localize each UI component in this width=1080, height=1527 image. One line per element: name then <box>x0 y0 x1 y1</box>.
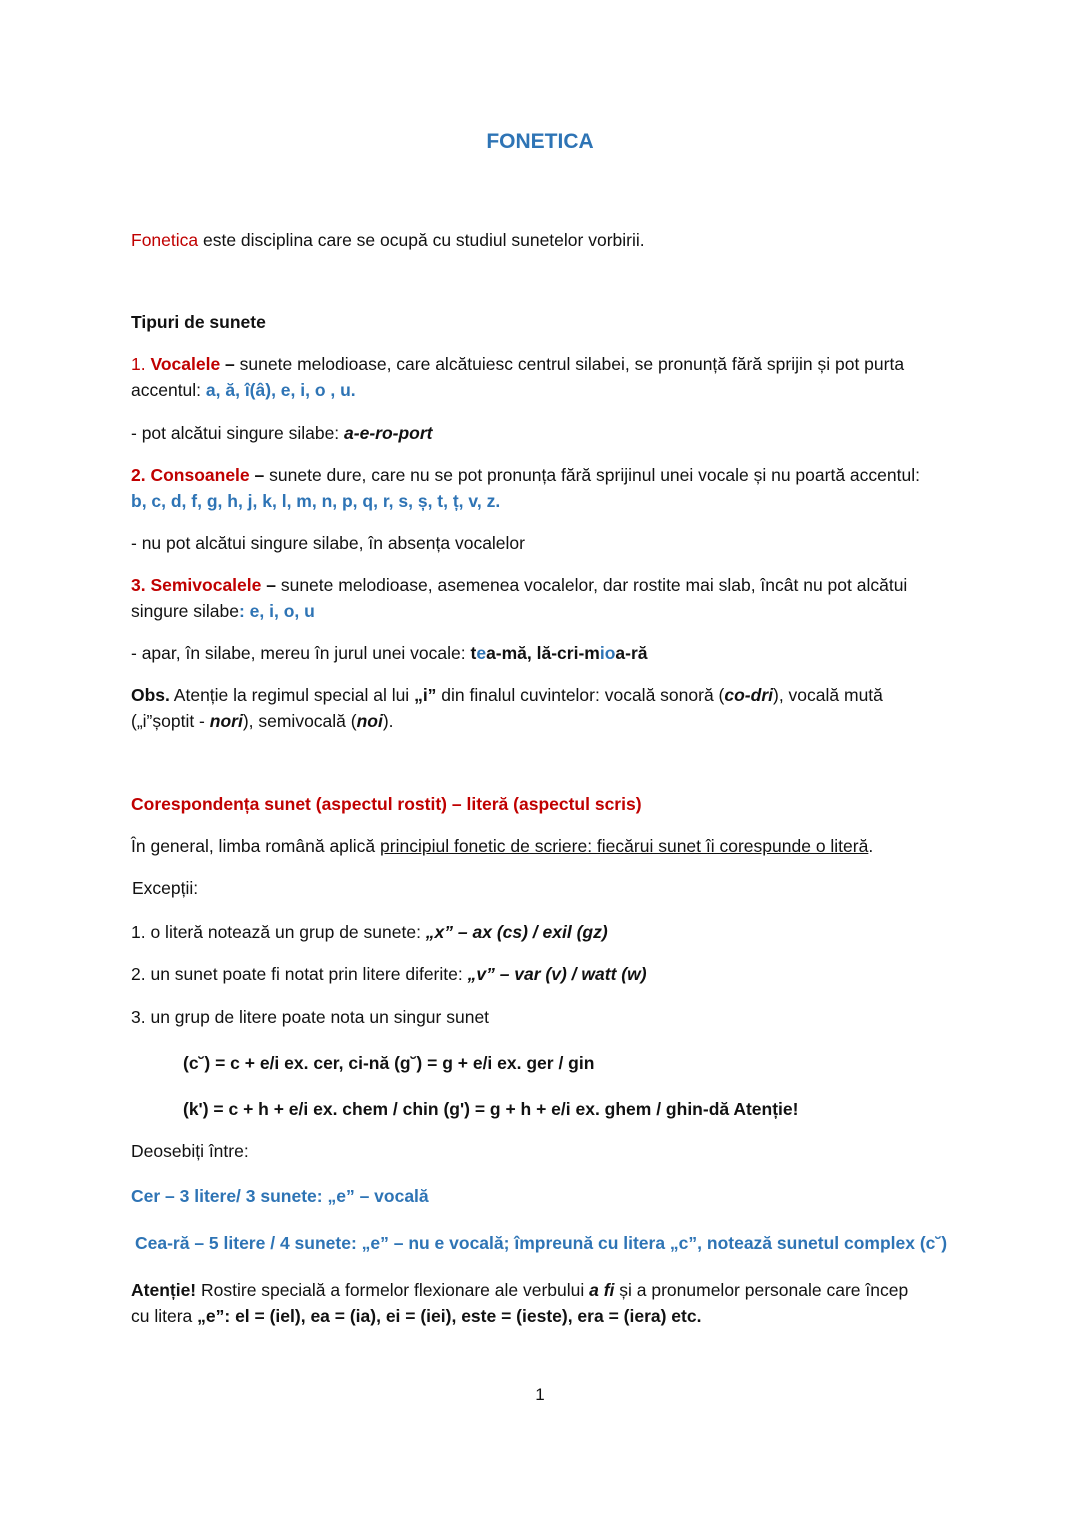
obs-text: ), semivocală ( <box>242 711 357 731</box>
cer-example: Cer – 3 litere/ 3 sunete: „e” – vocală <box>131 1186 429 1206</box>
intro-text: este disciplina care se ocupă cu studiul sunetelor vorbirii. <box>198 230 645 250</box>
vocale-def: sunete melodioase, care alcătuiesc centrul silabei, se pronunță fără sprijin și pot purta <box>234 354 905 374</box>
corresp-text: . <box>868 836 874 856</box>
atentie-text: Rostire specială a formelor flexionare ale verbului <box>196 1280 590 1300</box>
consoane-letters: b, c, d, f, g, h, j, k, l, m, n, p, q, r, s, ș, t, ț, v, z. <box>131 491 501 511</box>
vocale-dash: – <box>220 354 235 374</box>
vocale-note-text: - pot alcătui singure silabe: <box>131 423 345 443</box>
exceptie-text: 2. un sunet poate fi notat prin litere diferite: <box>131 964 468 984</box>
obs-i-quote: „i” <box>414 685 437 705</box>
exceptie-example: „v” – var (v) / watt (w) <box>467 964 647 984</box>
obs-line-1 <box>131 682 883 708</box>
semivocale-def: sunete melodioase, asemenea vocalelor, dar rostite mai slab, încât nu pot alcătui <box>275 575 908 595</box>
corresp-principle: principiul fonetic de scriere: fiecărui sunet îi corespunde o literă <box>380 836 869 856</box>
consoane-dash: – <box>249 465 265 485</box>
semivocale-text: singure silabe <box>131 601 239 621</box>
deosebiti-label: Deosebiți între: <box>131 1141 249 1161</box>
consoane-def: sunete dure, care nu se pot pronunța fără sprijinul unei vocale și nu poartă accentul: <box>264 465 920 485</box>
rule-1: (c˘) = c + e/i ex. cer, ci-nă (g˘) = g + e/i ex. ger / gin <box>183 1053 595 1073</box>
example-part: a-ră <box>615 643 648 663</box>
obs-text: („i”șoptit - <box>131 711 210 731</box>
obs-line-2 <box>131 708 394 734</box>
exceptie-example: „x” – ax (cs) / exil (gz) <box>425 922 608 942</box>
obs-label: Obs. <box>131 685 170 705</box>
semivocale-term: 3. Semivocalele <box>131 575 262 595</box>
semivocale-note-text: - apar, în silabe, mereu în jurul unei vocale: <box>131 643 471 663</box>
page-title: FONETICA <box>486 130 594 153</box>
vocale-accent-text: accentul: <box>131 380 206 400</box>
atentie-forms: „e”: el = (iel), ea = (ia), ei = (iei), este = (ieste), era = (iera) etc. <box>197 1306 702 1326</box>
vocale-term: Vocalele <box>150 354 221 374</box>
corresp-paragraph <box>131 833 873 859</box>
atentie-text: și a pronumelor personale care încep <box>614 1280 909 1300</box>
vocale-note-example: a-e-ro-port <box>344 423 433 443</box>
obs-text: ). <box>382 711 394 731</box>
consoane-note: - nu pot alcătui singure silabe, în absența vocalelor <box>131 533 525 553</box>
vocale-line-1 <box>131 351 904 377</box>
example-semivowel: io <box>599 643 616 663</box>
atentie-line-1 <box>131 1277 908 1303</box>
vocale-note <box>131 420 433 446</box>
exceptii-label: Excepții: <box>132 878 199 898</box>
intro-paragraph <box>131 227 645 253</box>
semivocale-dash: – <box>261 575 276 595</box>
obs-text: Atenție la regimul special al lui <box>169 685 415 705</box>
semivocale-line-1 <box>131 572 907 598</box>
corresp-text: În general, limba română aplică <box>131 836 381 856</box>
consoane-line-1 <box>131 462 920 488</box>
atentie-label: Atenție! <box>131 1280 197 1300</box>
consoane-term: 2. Consoanele <box>131 465 250 485</box>
obs-example: noi <box>356 711 383 731</box>
vocale-line-2 <box>131 377 356 403</box>
obs-text: din finalul cuvintelor: vocală sonoră ( <box>436 685 725 705</box>
ceara-example: Cea-ră – 5 litere / 4 sunete: „e” – nu e vocală; împreună cu litera „c”, notează sunetul complex (c˘) <box>135 1233 948 1253</box>
example-part: t <box>470 643 477 663</box>
atentie-text: cu litera <box>131 1306 198 1326</box>
vocale-num: 1. <box>131 354 151 374</box>
corresp-heading: Corespondența sunet (aspectul rostit) – literă (aspectul scris) <box>131 794 642 814</box>
atentie-line-2 <box>131 1303 701 1329</box>
rule-2: (k') = c + h + e/i ex. chem / chin (g') = g + h + e/i ex. ghem / ghin-dă Atenție! <box>183 1099 799 1119</box>
example-part: a-mă, lă-cri-m <box>486 643 600 663</box>
types-heading: Tipuri de sunete <box>131 312 266 332</box>
obs-example: co-dri <box>724 685 773 705</box>
vocale-letters: a, ă, î(â), e, i, o , u. <box>205 380 356 400</box>
example-semivowel: e <box>476 643 487 663</box>
atentie-verb: a fi <box>589 1280 615 1300</box>
intro-term: Fonetica <box>131 230 199 250</box>
obs-example: nori <box>209 711 243 731</box>
page-number: 1 <box>535 1385 545 1404</box>
exceptie-text: 1. o literă notează un grup de sunete: <box>131 922 426 942</box>
obs-text: ), vocală mută <box>773 685 883 705</box>
exceptie-3: 3. un grup de litere poate nota un singur sunet <box>131 1007 490 1027</box>
exceptie-1 <box>131 919 608 945</box>
semivocale-line-2 <box>131 598 315 624</box>
exceptie-2 <box>131 961 647 987</box>
semivocale-note <box>131 640 648 666</box>
semivocale-letters: : e, i, o, u <box>238 601 315 621</box>
